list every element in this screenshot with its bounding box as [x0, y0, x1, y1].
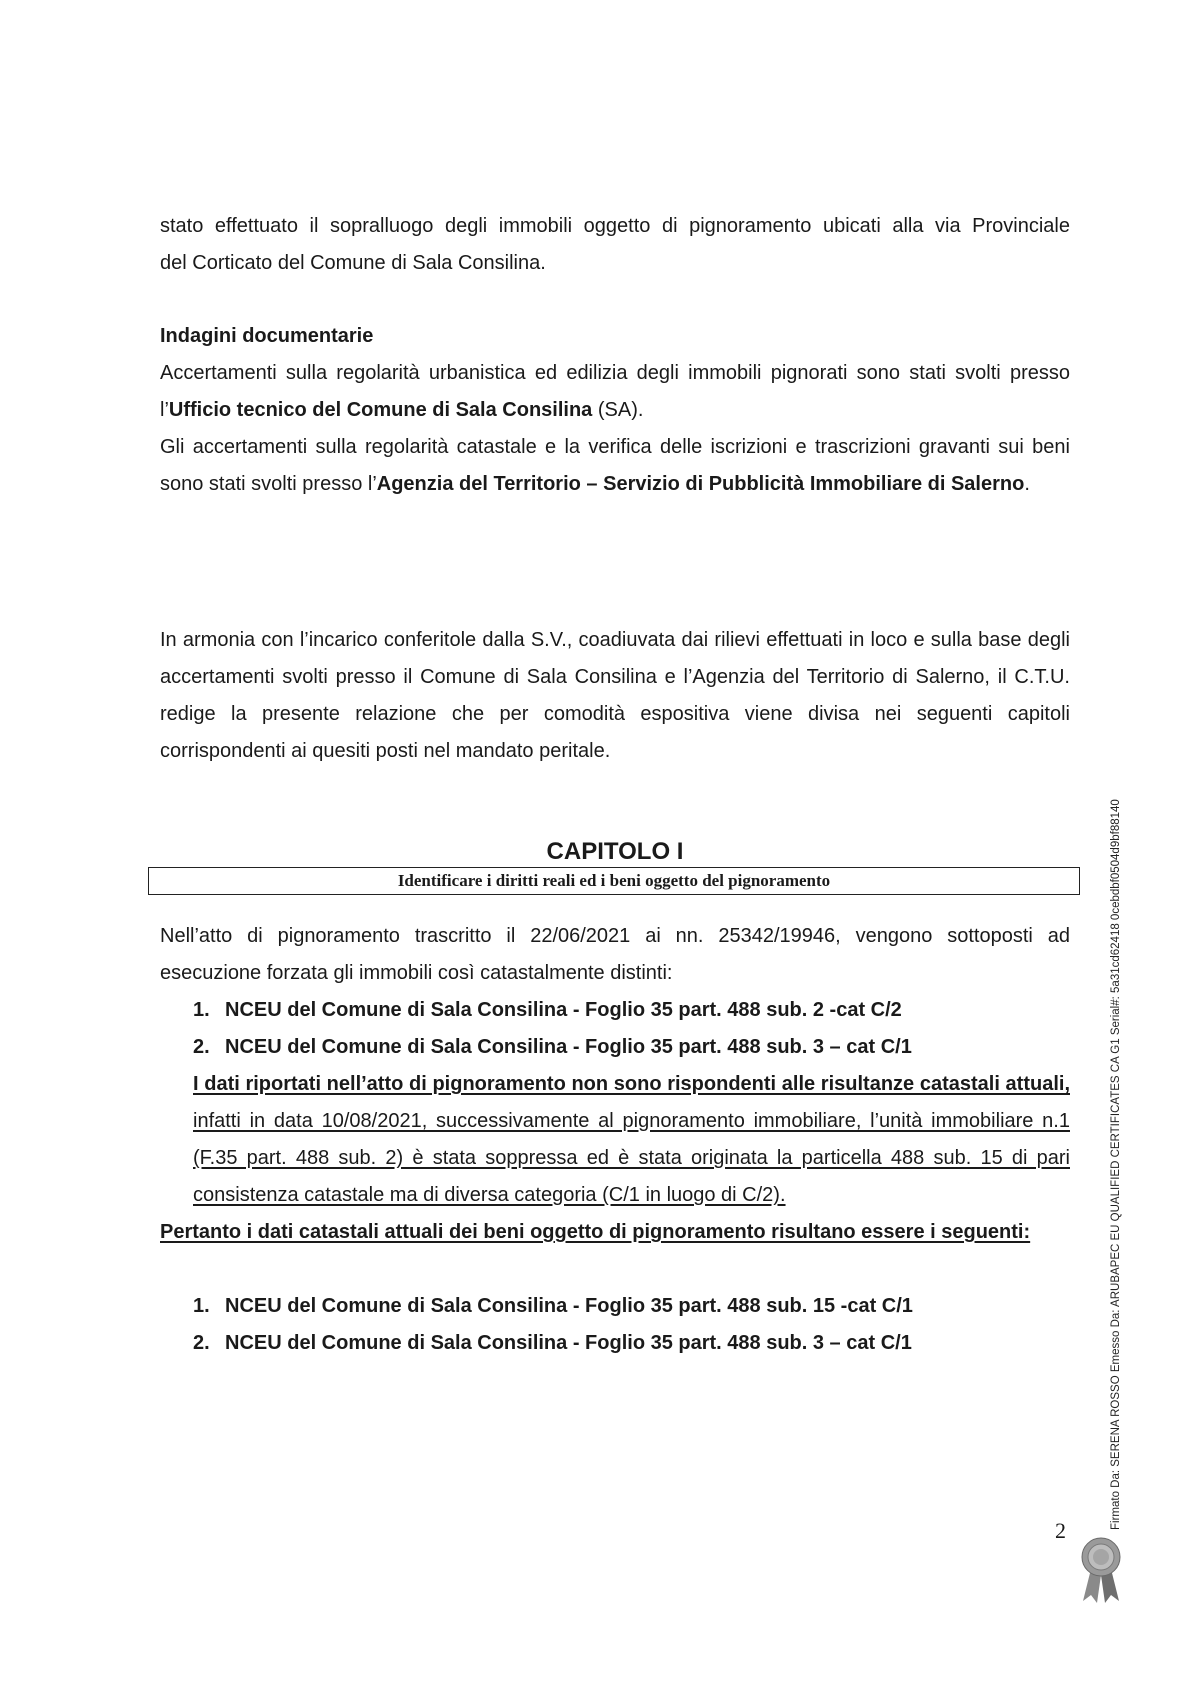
indagini-p2-bold: Agenzia del Territorio – Servizio di Pubblicità Immobiliare di Salerno — [376, 473, 1025, 495]
chapter-title: CAPITOLO I — [546, 838, 684, 865]
list1-item-1 — [193, 992, 902, 1029]
list2-item-1-number: 1. — [193, 1295, 210, 1317]
indagini-p1-text-c: (SA). — [592, 399, 644, 421]
intro-line-1: stato effettuato il sopralluogo degli immobili oggetto di pignoramento ubicati alla via Provinciale — [160, 215, 1070, 237]
list2-item-1-text: NCEU del Comune di Sala Consilina - Foglio 35 part. 488 sub. 15 -cat C/1 — [225, 1295, 913, 1317]
indagini-p2-text-a: Gli accertamenti sulla regolarità catastale e la verifica delle iscrizioni e trascrizioni gravanti sui beni sono stati svolti presso l’ — [160, 436, 1070, 495]
indagini-paragraph-2 — [160, 429, 1070, 503]
list2-item-2-number: 2. — [193, 1332, 210, 1354]
page-number: 2 — [1055, 1518, 1066, 1543]
list1-item-2 — [193, 1029, 912, 1066]
nota-paragraph — [193, 1066, 1070, 1214]
list1-item-1-text: NCEU del Comune di Sala Consilina - Foglio 35 part. 488 sub. 2 -cat C/2 — [225, 999, 902, 1021]
indagini-p1-bold: Ufficio tecnico del Comune di Sala Consilina — [168, 399, 593, 421]
armonia-paragraph: In armonia con l’incarico conferitole dalla S.V., coadiuvata dai rilievi effettuati in loco e sulla base degli accertamenti svolti presso il Comune di Sala Consilina e l’Agenzia del Territorio di Salerno, il C.T.U. redige la presente relazione che per comodità espositiva viene divisa nei seguenti capitoli corrispondenti ai quesiti posti nel mandato peritale. — [160, 629, 1070, 762]
list2-item-2 — [193, 1325, 912, 1362]
intro-paragraph — [160, 208, 1070, 282]
nota-bold: I dati riportati nell’atto di pignoramento non sono rispondenti alle risultanze catastali attuali, — [193, 1073, 1070, 1095]
nota-rest: infatti in data 10/08/2021, successivamente al pignoramento immobiliare, l’unità immobiliare n.1 (F.35 part. 488 sub. 2) è stata soppressa ed è stata originata la particella 488 sub. 15 di pari consistenza catastale ma di diversa categoria (C/1 in luogo di C/2). — [193, 1110, 1070, 1206]
list1-item-2-number: 2. — [193, 1036, 210, 1058]
list2-item-1 — [193, 1288, 913, 1325]
intro-line-2: del Corticato del Comune di Sala Consilina. — [160, 252, 546, 274]
list2-item-2-text: NCEU del Comune di Sala Consilina - Foglio 35 part. 488 sub. 3 – cat C/1 — [225, 1332, 912, 1354]
list1-item-2-text: NCEU del Comune di Sala Consilina - Foglio 35 part. 488 sub. 3 – cat C/1 — [225, 1036, 912, 1058]
list1-item-1-number: 1. — [193, 999, 210, 1021]
seal-ribbon-icon — [1077, 1535, 1125, 1605]
indagini-p1-text-a: Accertamenti sulla regolarità urbanistica ed edilizia degli immobili pignorati sono stati svolti presso l’ — [160, 362, 1070, 421]
atto-paragraph: Nell’atto di pignoramento trascritto il 22/06/2021 ai nn. 25342/19946, vengono sottoposti ad esecuzione forzata gli immobili così catastalmente distinti: — [160, 925, 1070, 984]
pertanto-paragraph: Pertanto i dati catastali attuali dei beni oggetto di pignoramento risultano essere i seguenti: — [160, 1221, 1031, 1243]
indagini-p2-text-c: . — [1024, 473, 1030, 495]
section-heading-indagini: Indagini documentarie — [160, 325, 374, 347]
indagini-paragraph-1 — [160, 355, 1070, 429]
chapter-subtitle-box: Identificare i diritti reali ed i beni oggetto del pignoramento — [148, 867, 1080, 895]
digital-signature-text: Firmato Da: SERENA ROSSO Emesso Da: ARUBAPEC EU QUALIFIED CERTIFICATES CA G1 Serial#: 5a31cd62418 0cebdbf0504d9bf88140 — [1110, 799, 1122, 1530]
